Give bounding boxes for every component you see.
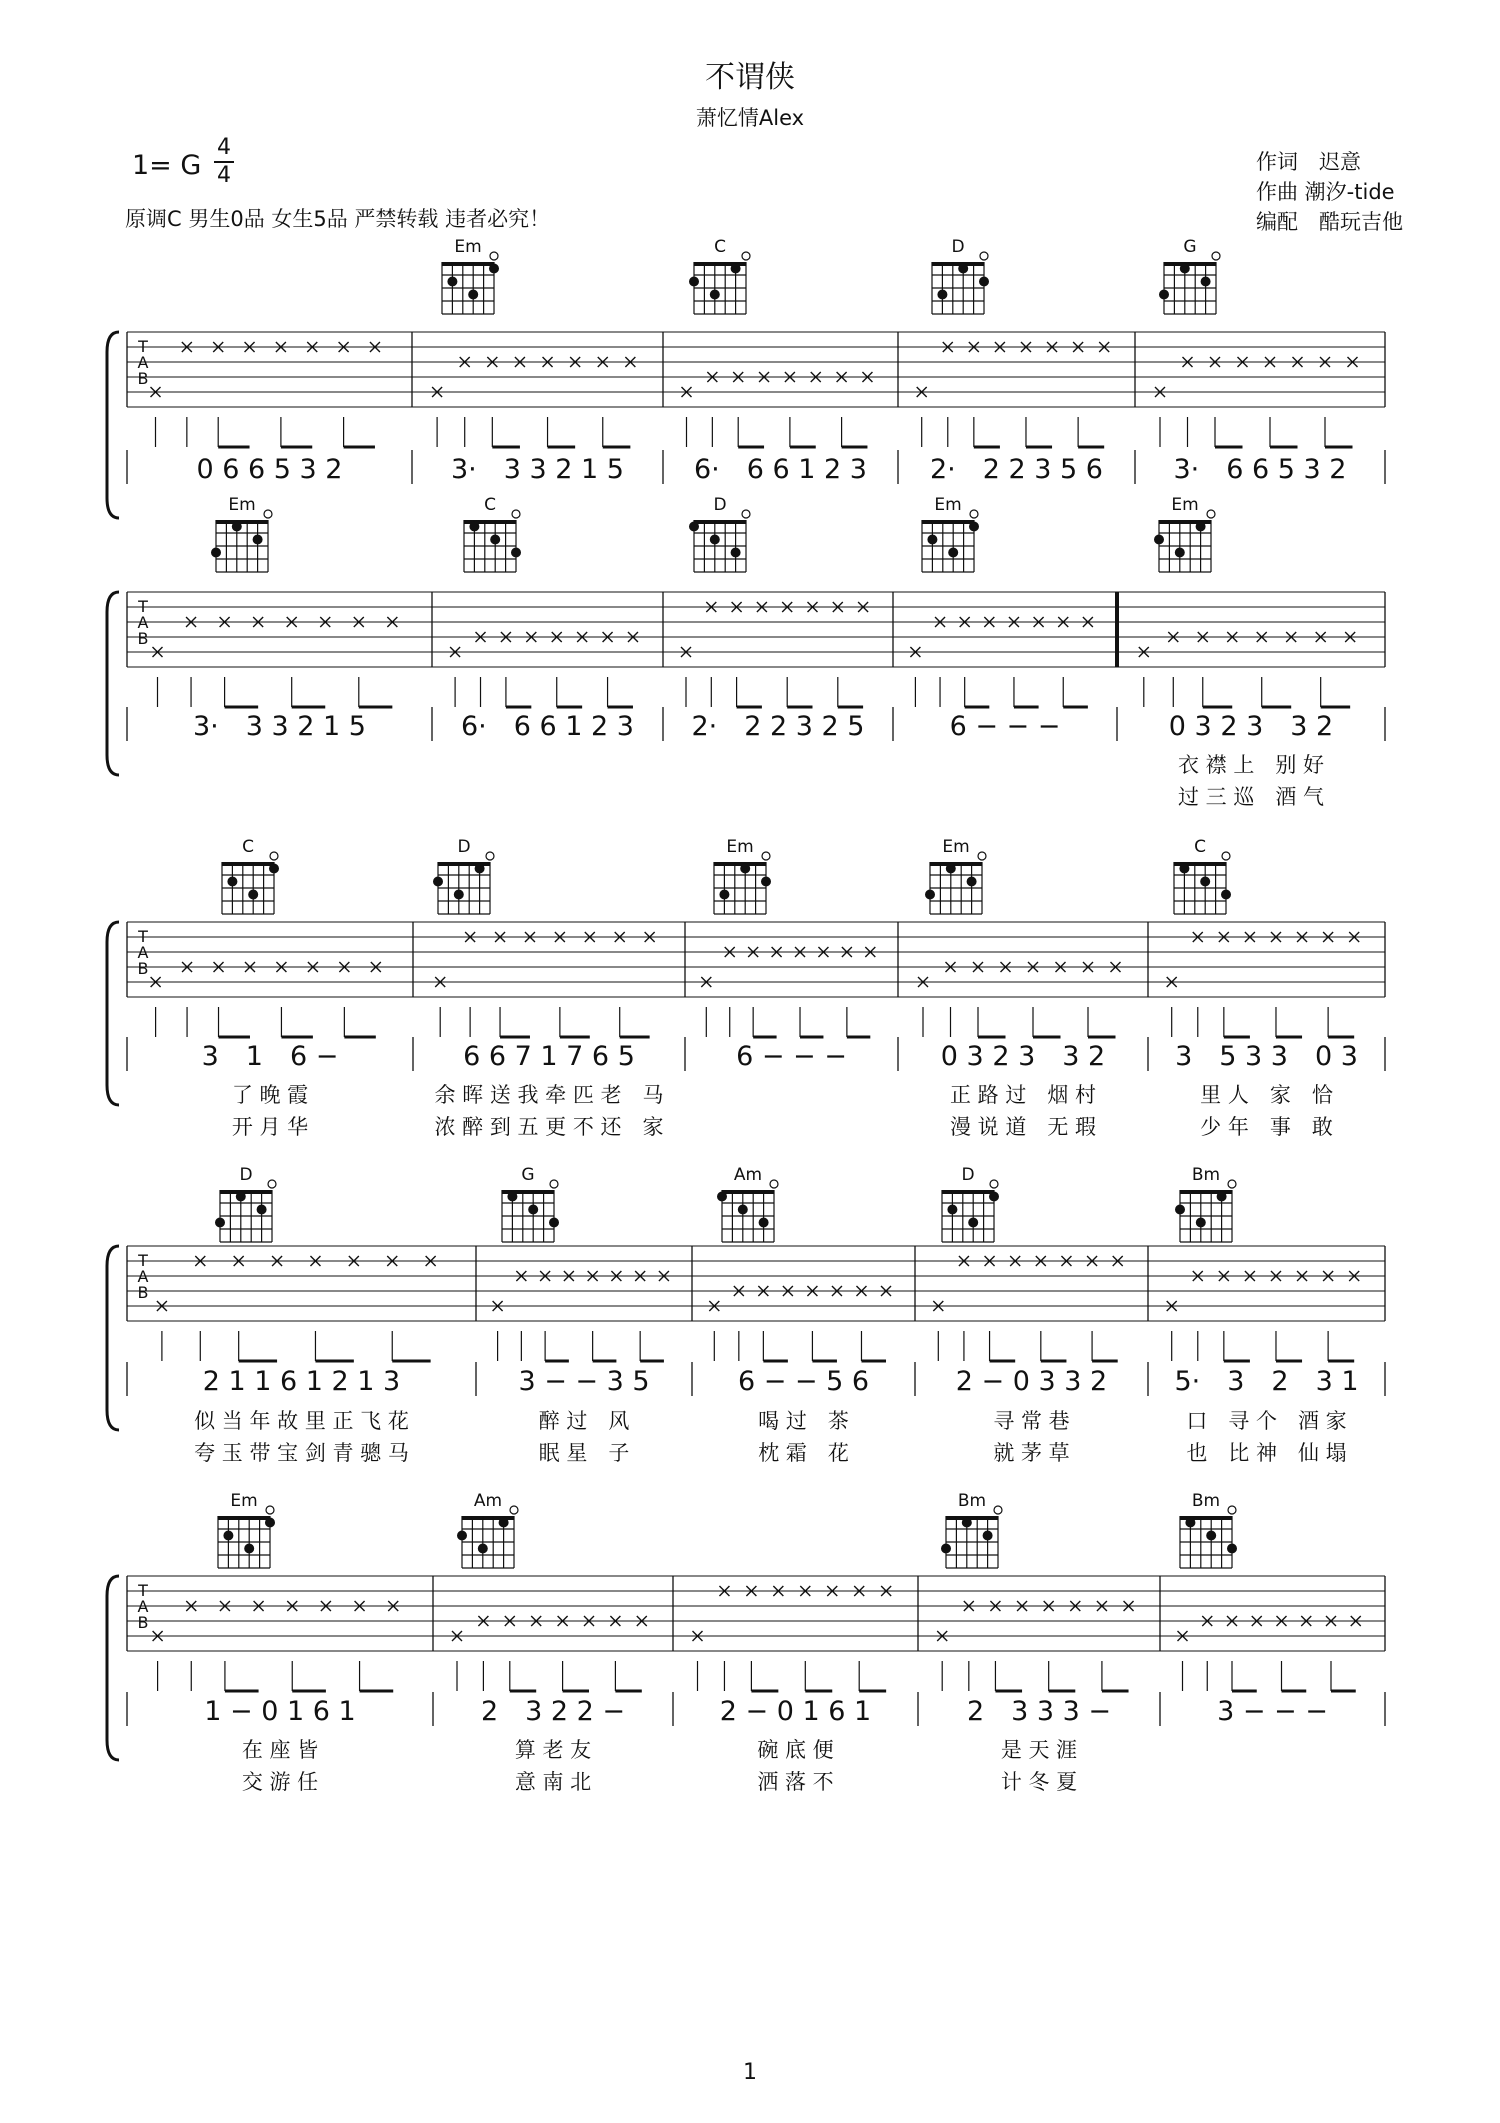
chord-finger-dot bbox=[211, 548, 221, 558]
numbered-notation: 2 3 2 2 − bbox=[480, 1696, 626, 1727]
system-brace bbox=[107, 922, 119, 1105]
chord-diagram bbox=[925, 837, 986, 914]
lyric-verse-2: 夸 玉 带 宝 剑 青 骢 马 bbox=[194, 1441, 409, 1465]
chord-diagram bbox=[433, 837, 494, 914]
lyric-verse-1: 是 天 涯 bbox=[1000, 1738, 1078, 1762]
open-string-marker bbox=[990, 1180, 998, 1188]
numbered-notation: 2· 2 2 3 2 5 bbox=[691, 711, 865, 742]
tab-clef-letter: T bbox=[138, 927, 148, 946]
chord-nut bbox=[922, 520, 974, 524]
open-string-marker bbox=[1222, 852, 1230, 860]
open-string-marker bbox=[1228, 1506, 1236, 1514]
chord-finger-dot bbox=[989, 1192, 999, 1202]
chord-finger-dot bbox=[759, 1218, 769, 1228]
lyric-verse-1: 口 寻 个 酒 家 bbox=[1186, 1409, 1347, 1433]
chord-finger-dot bbox=[475, 864, 485, 874]
lyric-verse-2: 也 比 神 仙 塌 bbox=[1186, 1441, 1347, 1465]
chord-name: Am bbox=[733, 1165, 763, 1185]
chord-finger-dot bbox=[761, 877, 771, 887]
chord-nut bbox=[222, 862, 274, 866]
chord-finger-dot bbox=[215, 1218, 225, 1228]
lyric-verse-1: 了 晚 霞 bbox=[231, 1083, 309, 1107]
chord-diagram bbox=[211, 495, 272, 572]
system-brace bbox=[107, 1576, 119, 1760]
open-string-marker bbox=[994, 1506, 1002, 1514]
lyric-verse-1: 衣 襟 上 别 好 bbox=[1177, 753, 1325, 777]
chord-diagram bbox=[689, 237, 750, 314]
chord-name: G bbox=[1183, 237, 1197, 257]
open-string-marker bbox=[486, 852, 494, 860]
chord-name: D bbox=[713, 495, 727, 515]
tab-clef-letter: A bbox=[137, 1267, 149, 1286]
chord-finger-dot bbox=[248, 890, 258, 900]
chord-diagram bbox=[457, 1491, 518, 1568]
chord-finger-dot bbox=[469, 522, 479, 532]
chord-finger-dot bbox=[731, 264, 741, 274]
lyric-verse-2: 眠 星 子 bbox=[538, 1441, 630, 1465]
chord-finger-dot bbox=[1179, 864, 1189, 874]
chord-finger-dot bbox=[925, 890, 935, 900]
chord-finger-dot bbox=[1217, 1192, 1227, 1202]
chord-finger-dot bbox=[948, 548, 958, 558]
numbered-notation: 3· 3 3 2 1 5 bbox=[451, 454, 624, 485]
chord-finger-dot bbox=[1180, 264, 1190, 274]
numbered-notation: 3· 6 6 5 3 2 bbox=[1173, 454, 1347, 485]
numbered-notation: 2 3 3 3 − bbox=[966, 1696, 1112, 1727]
chord-name: Em bbox=[230, 1491, 258, 1511]
chord-finger-dot bbox=[710, 535, 720, 545]
chord-finger-dot bbox=[1206, 1531, 1216, 1541]
chord-diagram bbox=[941, 1491, 1002, 1568]
chord-finger-dot bbox=[253, 535, 263, 545]
chord-finger-dot bbox=[549, 1218, 559, 1228]
chord-nut bbox=[714, 862, 766, 866]
chord-finger-dot bbox=[507, 1192, 517, 1202]
chord-finger-dot bbox=[490, 535, 500, 545]
arranger-credit: 编配 酷玩吉他 bbox=[1256, 210, 1403, 234]
numbered-notation: 2· 2 2 3 5 6 bbox=[930, 454, 1103, 485]
lyric-verse-2: 就 茅 草 bbox=[993, 1441, 1070, 1465]
chord-finger-dot bbox=[968, 1218, 978, 1228]
lyric-verse-1: 碗 底 便 bbox=[757, 1738, 834, 1762]
numbered-notation: 6 − − 5 6 bbox=[737, 1366, 870, 1397]
chord-name: Em bbox=[228, 495, 256, 515]
chord-diagram bbox=[1154, 495, 1215, 572]
lyric-verse-1: 似 当 年 故 里 正 飞 花 bbox=[194, 1409, 409, 1433]
chord-finger-dot bbox=[962, 1518, 972, 1528]
lyric-verse-1: 在 座 皆 bbox=[241, 1738, 319, 1762]
chord-finger-dot bbox=[1185, 1518, 1195, 1528]
chord-nut bbox=[216, 520, 268, 524]
chord-finger-dot bbox=[731, 548, 741, 558]
chord-finger-dot bbox=[738, 1205, 748, 1215]
chord-diagram bbox=[1159, 237, 1220, 314]
chord-name: D bbox=[951, 237, 965, 257]
chord-finger-dot bbox=[447, 277, 457, 287]
lyric-verse-1: 喝 过 茶 bbox=[758, 1409, 849, 1433]
numbered-notation: 6 6 7 1 7 6 5 bbox=[463, 1041, 635, 1072]
chord-diagram bbox=[218, 1491, 275, 1568]
open-string-marker bbox=[762, 852, 770, 860]
chord-diagram bbox=[714, 837, 771, 914]
chord-diagram bbox=[922, 495, 979, 572]
chord-diagram bbox=[215, 1165, 276, 1242]
numbered-notation: 6 − − − bbox=[949, 711, 1061, 742]
chord-finger-dot bbox=[689, 522, 699, 532]
tab-system bbox=[107, 332, 1385, 518]
lyric-verse-2: 洒 落 不 bbox=[757, 1770, 834, 1794]
numbered-notation: 2 1 1 6 1 2 1 3 bbox=[202, 1366, 401, 1397]
numbered-notation: 6· 6 6 1 2 3 bbox=[461, 711, 634, 742]
chord-finger-dot bbox=[244, 1544, 254, 1554]
tab-system bbox=[107, 1576, 1385, 1794]
numbered-notation: 0 3 2 3 3 2 bbox=[940, 1041, 1106, 1072]
lyric-verse-2: 过 三 巡 酒 气 bbox=[1177, 785, 1325, 809]
chord-finger-dot bbox=[223, 1531, 233, 1541]
chord-diagram bbox=[1180, 1491, 1237, 1568]
chord-finger-dot bbox=[689, 277, 699, 287]
open-string-marker bbox=[1212, 252, 1220, 260]
chord-name: C bbox=[1194, 837, 1206, 857]
chord-finger-dot bbox=[269, 864, 279, 874]
chord-finger-dot bbox=[710, 290, 720, 300]
open-string-marker bbox=[270, 852, 278, 860]
chord-finger-dot bbox=[1196, 522, 1206, 532]
chord-name: Bm bbox=[1191, 1165, 1221, 1185]
numbered-notation: 3· 3 3 2 1 5 bbox=[193, 711, 366, 742]
lyric-verse-2: 意 南 北 bbox=[514, 1770, 592, 1794]
tab-clef-letter: A bbox=[137, 613, 149, 632]
numbered-notation: 0 6 6 5 3 2 bbox=[196, 454, 343, 485]
chord-finger-dot bbox=[457, 1531, 467, 1541]
chord-finger-dot bbox=[433, 877, 443, 887]
system-brace bbox=[107, 1246, 119, 1430]
numbered-notation: 6 − − − bbox=[736, 1041, 847, 1072]
lyric-verse-2: 枕 霜 花 bbox=[758, 1441, 849, 1465]
chord-finger-dot bbox=[967, 877, 977, 887]
chord-finger-dot bbox=[927, 535, 937, 545]
open-string-marker bbox=[978, 852, 986, 860]
chord-nut bbox=[942, 1190, 994, 1194]
chord-finger-dot bbox=[499, 1518, 509, 1528]
chord-finger-dot bbox=[1227, 1544, 1237, 1554]
chord-finger-dot bbox=[941, 1544, 951, 1554]
chord-nut bbox=[1164, 262, 1216, 266]
composer-credit: 作曲 潮汐-tide bbox=[1256, 180, 1395, 204]
chord-finger-dot bbox=[511, 548, 521, 558]
chord-finger-dot bbox=[717, 1192, 727, 1202]
open-string-marker bbox=[1207, 510, 1215, 518]
chord-nut bbox=[946, 1516, 998, 1520]
tab-system bbox=[107, 592, 1385, 809]
lyric-verse-2: 开 月 华 bbox=[231, 1115, 309, 1139]
chord-name: Am bbox=[473, 1491, 503, 1511]
tab-clef-letter: A bbox=[137, 353, 149, 372]
lyricist-credit: 作词 迟意 bbox=[1256, 150, 1361, 174]
chord-finger-dot bbox=[1154, 535, 1164, 545]
tab-clef-letter: B bbox=[137, 369, 149, 388]
open-string-marker bbox=[490, 252, 498, 260]
chord-name: Bm bbox=[957, 1491, 987, 1511]
chord-diagram bbox=[717, 1165, 778, 1242]
open-string-marker bbox=[1228, 1180, 1236, 1188]
time-signature-bottom: 4 bbox=[217, 163, 231, 188]
chord-diagram bbox=[689, 495, 750, 572]
chord-name: Em bbox=[942, 837, 970, 857]
open-string-marker bbox=[512, 510, 520, 518]
song-title: 不谓侠 bbox=[705, 60, 795, 95]
numbered-notation: 1 − 0 1 6 1 bbox=[204, 1696, 356, 1727]
chord-finger-dot bbox=[489, 264, 499, 274]
lyric-verse-1: 正 路 过 烟 村 bbox=[949, 1083, 1097, 1107]
tab-clef-letter: T bbox=[138, 337, 148, 356]
chord-diagram bbox=[1175, 1165, 1236, 1242]
chord-diagram bbox=[942, 1165, 999, 1242]
open-string-marker bbox=[742, 252, 750, 260]
tab-clef-letter: A bbox=[137, 1597, 149, 1616]
tab-clef-letter: B bbox=[137, 1613, 149, 1632]
tab-clef-letter: B bbox=[137, 959, 149, 978]
chord-finger-dot bbox=[946, 864, 956, 874]
chord-name: C bbox=[242, 837, 254, 857]
chord-finger-dot bbox=[1201, 277, 1211, 287]
chord-finger-dot bbox=[1159, 290, 1169, 300]
key-signature: 1= G bbox=[132, 150, 202, 181]
open-string-marker bbox=[980, 252, 988, 260]
system-brace bbox=[107, 332, 119, 518]
chord-finger-dot bbox=[740, 864, 750, 874]
tab-clef-letter: B bbox=[137, 629, 149, 648]
page-number: 1 bbox=[743, 2060, 757, 2085]
chord-diagram bbox=[1174, 837, 1231, 914]
artist-name: 萧忆情Alex bbox=[695, 106, 805, 130]
chord-nut bbox=[442, 262, 494, 266]
numbered-notation: 2 − 0 1 6 1 bbox=[719, 1696, 872, 1727]
numbered-notation: 3 5 3 3 0 3 bbox=[1175, 1041, 1358, 1072]
chord-nut bbox=[930, 862, 982, 866]
chord-finger-dot bbox=[979, 277, 989, 287]
chord-name: C bbox=[484, 495, 496, 515]
chord-finger-dot bbox=[719, 890, 729, 900]
chord-diagram bbox=[442, 237, 499, 314]
numbered-notation: 3 − − 3 5 bbox=[518, 1366, 650, 1397]
chord-finger-dot bbox=[983, 1531, 993, 1541]
chord-finger-dot bbox=[265, 1518, 275, 1528]
chord-finger-dot bbox=[528, 1205, 538, 1215]
numbered-notation: 3 − − − bbox=[1217, 1696, 1328, 1727]
chord-name: Em bbox=[454, 237, 482, 257]
chord-name: Em bbox=[1171, 495, 1199, 515]
chord-finger-dot bbox=[1200, 877, 1210, 887]
chord-finger-dot bbox=[454, 890, 464, 900]
open-string-marker bbox=[266, 1506, 274, 1514]
chord-finger-dot bbox=[257, 1205, 267, 1215]
open-string-marker bbox=[264, 510, 272, 518]
chord-finger-dot bbox=[478, 1544, 488, 1554]
chord-name: Em bbox=[934, 495, 962, 515]
lyric-verse-2: 浓 醉 到 五 更 不 还 家 bbox=[434, 1115, 664, 1139]
chord-diagram bbox=[932, 237, 989, 314]
tab-system bbox=[107, 922, 1385, 1139]
chord-diagram bbox=[222, 837, 279, 914]
chord-name: D bbox=[457, 837, 471, 857]
tab-system bbox=[107, 1246, 1385, 1465]
chord-finger-dot bbox=[1175, 1205, 1185, 1215]
chord-finger-dot bbox=[958, 264, 968, 274]
open-string-marker bbox=[742, 510, 750, 518]
open-string-marker bbox=[268, 1180, 276, 1188]
chord-name: G bbox=[521, 1165, 535, 1185]
system-brace bbox=[107, 592, 119, 775]
chord-finger-dot bbox=[937, 290, 947, 300]
numbered-notation: 6· 6 6 1 2 3 bbox=[694, 454, 867, 485]
lyric-verse-2: 漫 说 道 无 瑕 bbox=[949, 1115, 1097, 1139]
lyric-verse-1: 寻 常 巷 bbox=[993, 1409, 1070, 1433]
lyric-verse-1: 算 老 友 bbox=[514, 1738, 592, 1762]
chord-diagram bbox=[464, 495, 521, 572]
chord-nut bbox=[722, 1190, 774, 1194]
open-string-marker bbox=[770, 1180, 778, 1188]
chord-name: C bbox=[714, 237, 726, 257]
lyric-verse-2: 少 年 事 敢 bbox=[1200, 1115, 1333, 1139]
chord-finger-dot bbox=[1196, 1218, 1206, 1228]
chord-finger-dot bbox=[969, 522, 979, 532]
open-string-marker bbox=[550, 1180, 558, 1188]
open-string-marker bbox=[510, 1506, 518, 1514]
chord-name: D bbox=[239, 1165, 253, 1185]
tab-clef-letter: T bbox=[138, 597, 148, 616]
chord-finger-dot bbox=[1221, 890, 1231, 900]
open-string-marker bbox=[970, 510, 978, 518]
key-note: 原调C 男生0品 女生5品 严禁转载 违者必究！ bbox=[125, 207, 551, 231]
chord-nut bbox=[220, 1190, 272, 1194]
chord-finger-dot bbox=[947, 1205, 957, 1215]
tab-clef-letter: A bbox=[137, 943, 149, 962]
lyric-verse-1: 醉 过 风 bbox=[538, 1409, 630, 1433]
chord-name: Bm bbox=[1191, 1491, 1221, 1511]
numbered-notation: 0 3 2 3 3 2 bbox=[1168, 711, 1334, 742]
tab-clef-letter: T bbox=[138, 1251, 148, 1270]
chord-diagram bbox=[502, 1165, 559, 1242]
lyric-verse-1: 余 晖 送 我 牵 匹 老 马 bbox=[434, 1083, 664, 1107]
chord-nut bbox=[694, 520, 746, 524]
chord-name: D bbox=[961, 1165, 975, 1185]
tab-clef-letter: B bbox=[137, 1283, 149, 1302]
numbered-notation: 3 1 6 − bbox=[201, 1041, 339, 1072]
lyric-verse-2: 计 冬 夏 bbox=[1000, 1770, 1078, 1794]
time-signature-top: 4 bbox=[217, 135, 231, 160]
chord-finger-dot bbox=[232, 522, 242, 532]
chord-finger-dot bbox=[236, 1192, 246, 1202]
lyric-verse-2: 交 游 任 bbox=[241, 1770, 319, 1794]
chord-finger-dot bbox=[1175, 548, 1185, 558]
numbered-notation: 5· 3 2 3 1 bbox=[1174, 1366, 1359, 1397]
chord-nut bbox=[218, 1516, 270, 1520]
tab-clef-letter: T bbox=[138, 1581, 148, 1600]
chord-name: Em bbox=[726, 837, 754, 857]
chord-nut bbox=[932, 262, 984, 266]
numbered-notation: 2 − 0 3 3 2 bbox=[955, 1366, 1108, 1397]
chord-finger-dot bbox=[227, 877, 237, 887]
lyric-verse-1: 里 人 家 恰 bbox=[1200, 1083, 1333, 1107]
chord-finger-dot bbox=[468, 290, 478, 300]
